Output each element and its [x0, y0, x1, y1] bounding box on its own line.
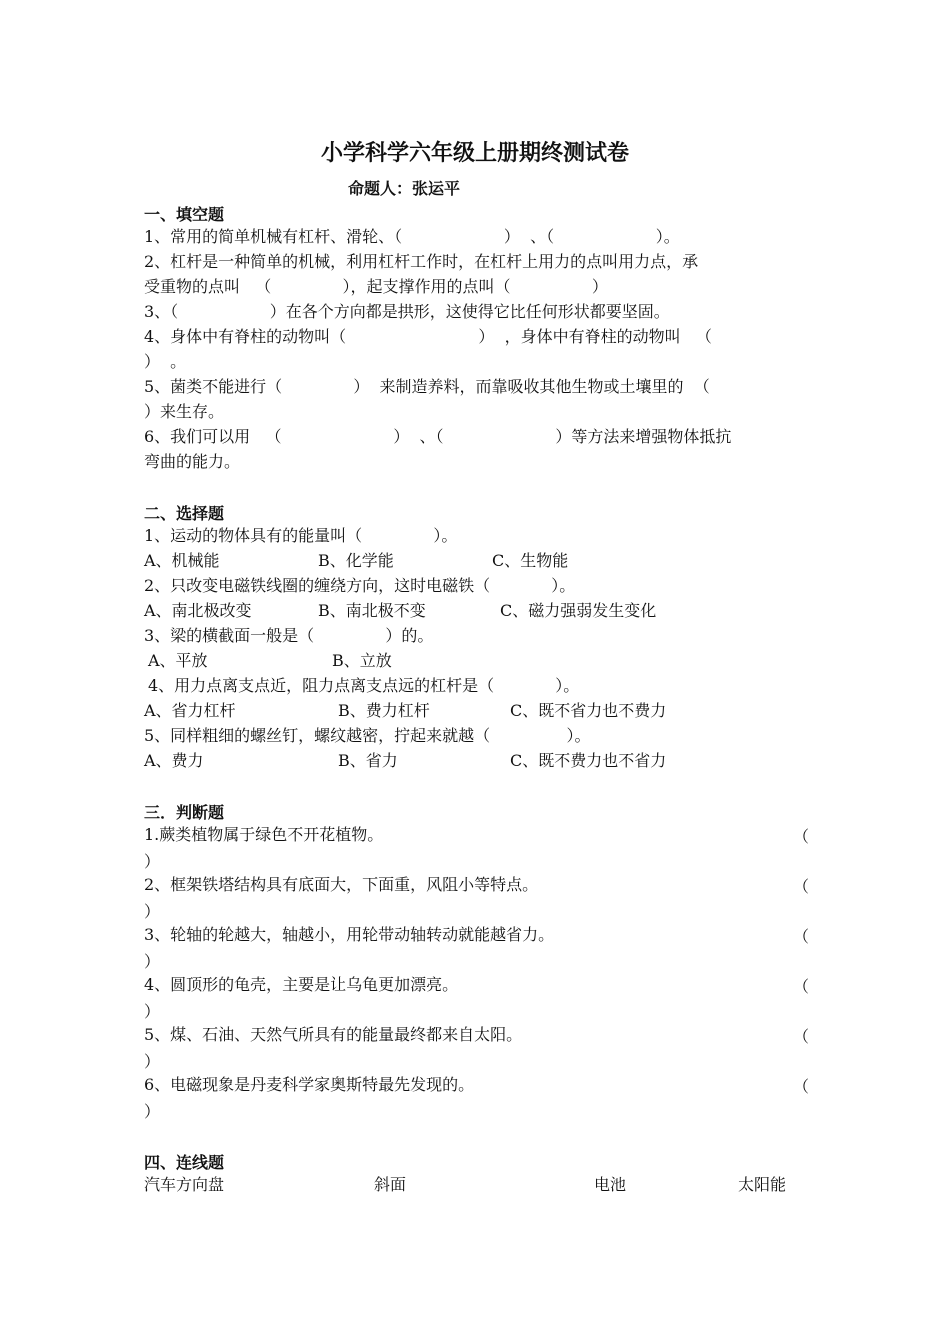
choice-option: A、省力杠杆 — [144, 701, 236, 720]
choice-question: 5、同样粗细的螺丝钉，螺纹越密，拧起来就越（ ）。 — [144, 726, 591, 745]
choice-question: 4、用力点离支点近，阻力点离支点远的杠杆是（ ）。 — [148, 676, 580, 695]
fill-line: 受重物的点叫 （ ），起支撑作用的点叫（ ） — [144, 277, 608, 296]
answer-paren-close: ） — [144, 1102, 161, 1121]
fill-line: 2、杠杆是一种简单的机械，利用杠杆工作时，在杠杆上用力的点叫用力点，承 — [144, 252, 699, 271]
choice-option: A、南北极改变 — [144, 601, 252, 620]
answer-paren-open: （ — [793, 827, 810, 846]
fill-line: 4、身体中有脊柱的动物叫（ ） ，身体中有脊柱的动物叫 （ — [144, 327, 712, 346]
answer-paren-open: （ — [793, 927, 810, 946]
choice-option: C、既不费力也不省力 — [510, 751, 667, 770]
choice-option: B、立放 — [332, 651, 392, 670]
judge-item: 5、煤、石油、天然气所具有的能量最终都来自太阳。 — [144, 1025, 523, 1044]
answer-paren-open: （ — [793, 877, 810, 896]
section-heading-choice: 二、选择题 — [144, 504, 225, 523]
answer-paren-open: （ — [793, 1077, 810, 1096]
judge-item: 4、圆顶形的龟壳，主要是让乌龟更加漂亮。 — [144, 975, 459, 994]
judge-item: 6、电磁现象是丹麦科学家奥斯特最先发现的。 — [144, 1075, 475, 1094]
answer-paren-close: ） — [144, 1052, 161, 1071]
choice-option: B、南北极不变 — [318, 601, 426, 620]
choice-option: C、生物能 — [492, 551, 569, 570]
choice-option: A、机械能 — [144, 551, 220, 570]
section-heading-fill: 一、填空题 — [144, 205, 225, 224]
answer-paren-open: （ — [793, 977, 810, 996]
match-item: 电池 — [594, 1175, 627, 1194]
match-item: 斜面 — [374, 1175, 407, 1194]
section-heading-match: 四、连线题 — [144, 1153, 225, 1172]
author-line: 命题人：张运平 — [348, 179, 461, 198]
judge-item: 1.蕨类植物属于绿色不开花植物。 — [144, 825, 384, 844]
choice-option: B、化学能 — [318, 551, 394, 570]
fill-line: 3、（ ）在各个方向都是拱形，这使得它比任何形状都要坚固。 — [144, 302, 670, 321]
judge-item: 3、轮轴的轮越大，轴越小，用轮带动轴转动就能越省力。 — [144, 925, 555, 944]
answer-paren-close: ） — [144, 852, 161, 871]
choice-option: A、费力 — [144, 751, 204, 770]
fill-line: ）来生存。 — [144, 402, 225, 421]
fill-line: ） 。 — [144, 352, 187, 371]
section-heading-judge: 三．判断题 — [144, 803, 225, 822]
choice-question: 1、运动的物体具有的能量叫（ ）。 — [144, 526, 458, 545]
fill-line: 1、常用的简单机械有杠杆、滑轮、（ ） 、（ ）。 — [144, 227, 680, 246]
answer-paren-close: ） — [144, 1002, 161, 1021]
answer-paren-open: （ — [793, 1027, 810, 1046]
choice-question: 2、只改变电磁铁线圈的缠绕方向，这时电磁铁（ ）。 — [144, 576, 576, 595]
answer-paren-close: ） — [144, 952, 161, 971]
choice-option: A、平放 — [148, 651, 208, 670]
match-item: 汽车方向盘 — [144, 1175, 225, 1194]
choice-option: B、费力杠杆 — [338, 701, 430, 720]
choice-option: C、磁力强弱发生变化 — [500, 601, 657, 620]
choice-option: B、省力 — [338, 751, 398, 770]
fill-line: 弯曲的能力。 — [144, 452, 241, 471]
fill-line: 6、我们可以用 （ ） 、（ ）等方法来增强物体抵抗 — [144, 427, 732, 446]
page-title: 小学科学六年级上册期终测试卷 — [320, 141, 629, 166]
answer-paren-close: ） — [144, 902, 161, 921]
choice-question: 3、梁的横截面一般是（ ）的。 — [144, 626, 434, 645]
fill-line: 5、菌类不能进行（ ） 来制造养料，而靠吸收其他生物或土壤里的 （ — [144, 377, 710, 396]
match-item: 太阳能 — [738, 1175, 787, 1194]
judge-item: 2、框架铁塔结构具有底面大，下面重，风阻小等特点。 — [144, 875, 539, 894]
choice-option: C、既不省力也不费力 — [510, 701, 667, 720]
